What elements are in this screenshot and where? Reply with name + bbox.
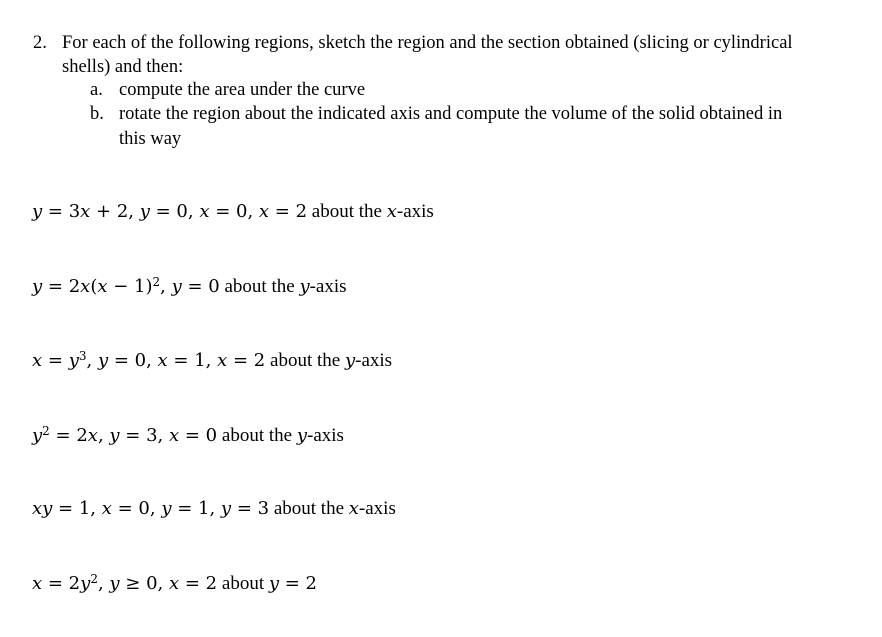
- sub-item-b-text-line1: rotate the region about the indicated axis and compute the volume of the solid obtained in: [119, 104, 783, 124]
- problem-4-axis: y: [296, 425, 307, 446]
- problem-4-about: about the: [217, 425, 297, 446]
- problem-1-about: about the: [307, 201, 387, 222]
- problem-5-equation: xy = 1, x = 0, y = 1, y = 3: [32, 498, 270, 519]
- problem-3: [32, 349, 392, 373]
- problem-2-axis-suffix: -axis: [309, 276, 347, 297]
- problem-4-axis-suffix: -axis: [307, 425, 344, 446]
- sub-item-a-letter: a.: [90, 80, 103, 100]
- problem-6-equation: $x = 2y^2$, y ≥ 0, x = 2: [32, 572, 218, 594]
- problem-5-about: about the: [269, 498, 349, 519]
- sub-item-a-text: compute the area under the curve: [119, 80, 366, 100]
- problem-2-about: about the: [219, 276, 300, 297]
- question-number: 2.: [33, 33, 47, 53]
- problem-5: [32, 497, 396, 521]
- problem-1-axis: x: [386, 201, 397, 222]
- problem-2-axis: y: [299, 276, 310, 297]
- question-intro-line2: shells) and then:: [62, 57, 184, 77]
- problem-5-axis-suffix: -axis: [358, 498, 396, 519]
- question-intro-line1: For each of the following regions, sketch the region and the section obtained (slicing or cylindrical: [62, 33, 793, 53]
- problem-3-about: about the: [265, 350, 345, 371]
- problem-3-equation: $x = y^3$, y = 0, x = 1, x = 2: [32, 349, 266, 371]
- problem-1-axis-suffix: -axis: [396, 201, 434, 222]
- problem-6-axis-expr: y = 2: [268, 573, 318, 594]
- sub-item-b-text-line2: this way: [119, 129, 182, 149]
- problem-1: [32, 200, 434, 224]
- problem-3-axis-suffix: -axis: [355, 350, 393, 371]
- problem-5-axis: x: [348, 498, 359, 519]
- problem-3-axis: y: [344, 350, 356, 371]
- problem-6-about: about: [217, 573, 269, 594]
- problem-1-equation: y = 3x + 2, y = 0, x = 0, x = 2: [32, 201, 308, 222]
- problem-4-equation: $y^2 = 2x$, y = 3, x = 0: [32, 424, 218, 446]
- problem-6: [32, 572, 317, 596]
- problem-2-equation: $y = 2x(x - 1)^2$, y = 0: [32, 275, 220, 297]
- sub-item-b-letter: b.: [90, 104, 104, 124]
- problem-2: [32, 275, 347, 299]
- problem-4: [32, 424, 344, 448]
